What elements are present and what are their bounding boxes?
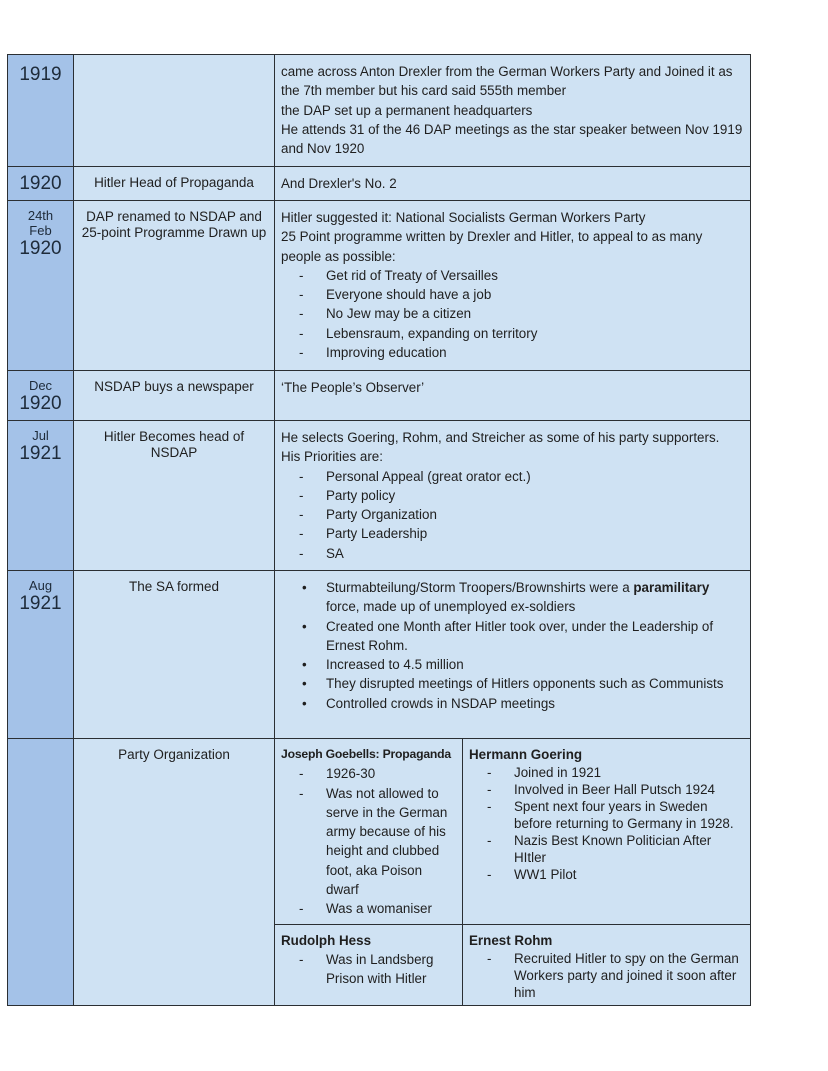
person-card-goebbels <box>275 739 463 924</box>
table-row <box>8 371 751 421</box>
notes-cell <box>275 55 751 167</box>
date-cell <box>8 167 74 201</box>
list-item: - Joined in 1921 <box>487 764 744 781</box>
people-grid <box>275 739 750 1005</box>
date-year: 1920 <box>19 173 62 194</box>
person-facts <box>469 950 744 1001</box>
list-item: - Was not allowed to serve in the German army because of his height and clubbed foot, aka Poison dwarf <box>299 784 456 900</box>
date-month: Jul <box>32 428 49 443</box>
person-name: Rudolph Hess <box>281 932 372 948</box>
table-row <box>8 571 751 739</box>
list-item: - Lebensraum, expanding on territory <box>299 324 744 343</box>
note-line: Hitler suggested it: National Socialists German Workers Party <box>281 210 646 225</box>
list-item: • Created one Month after Hitler took over, under the Leadership of Ernest Rohm. <box>299 617 744 656</box>
person-name: Hermann Goering <box>469 747 583 762</box>
people-grid-cell <box>275 739 751 1006</box>
person-card-goering <box>463 739 751 924</box>
note-line: ‘The People’s Observer’ <box>281 380 425 395</box>
bold-term: paramilitary <box>633 580 710 595</box>
date-year: 1919 <box>19 64 62 85</box>
person-name: Joseph Goebells: Propaganda <box>281 747 452 761</box>
person-facts <box>281 950 456 989</box>
event-cell: Hitler Becomes head of NSDAP <box>74 421 275 571</box>
event-cell: DAP renamed to NSDAP and 25-point Programme Drawn up <box>74 201 275 371</box>
list-item: - Was in Landsberg Prison with Hitler <box>299 950 456 989</box>
notes-cell <box>275 571 751 739</box>
list-item: - Everyone should have a job <box>299 285 744 304</box>
date-year: 1920 <box>19 393 62 414</box>
note-line: the DAP set up a permanent headquarters <box>281 102 533 118</box>
date-cell <box>8 55 74 167</box>
note-line: He attends 31 of the 46 DAP meetings as the star speaker between Nov 1919 and Nov 1920 <box>281 121 743 157</box>
list-item: - No Jew may be a citizen <box>299 304 744 323</box>
list-item: - SA <box>299 544 744 563</box>
table-row <box>8 167 751 201</box>
notes-cell <box>275 201 751 371</box>
table-row <box>8 201 751 371</box>
table-row <box>8 55 751 167</box>
date-year: 1921 <box>19 593 62 614</box>
date-month: Aug <box>28 578 53 593</box>
person-facts <box>469 764 744 883</box>
table-row <box>8 421 751 571</box>
list-item: - Involved in Beer Hall Putsch 1924 <box>487 781 744 798</box>
note-line: His Priorities are: <box>281 449 383 465</box>
list-item: • Sturmabteilung/Storm Troopers/Brownshirts were a paramilitary force, made up of unemployed ex-soldiers <box>299 578 744 617</box>
list-item: - Personal Appeal (great orator ect.) <box>299 467 744 486</box>
list-item: - Improving education <box>299 343 744 362</box>
list-item: - Party Organization <box>299 505 744 524</box>
list-item: • Increased to 4.5 million <box>299 655 744 674</box>
list-item: - 1926-30 <box>299 764 456 783</box>
priorities-list <box>281 467 744 563</box>
date-cell <box>8 421 74 571</box>
date-cell <box>8 201 74 371</box>
date-day: 24th <box>27 208 54 223</box>
event-cell: Hitler Head of Propaganda <box>74 167 275 201</box>
list-item: • Controlled crowds in NSDAP meetings <box>299 694 744 713</box>
person-facts <box>281 764 456 918</box>
date-cell <box>8 571 74 739</box>
programme-list <box>281 266 744 362</box>
list-item: - Spent next four years in Sweden before returning to Germany in 1928. <box>487 798 744 832</box>
note-line: 25 Point programme written by Drexler and Hitler, to appeal to as many people as possible: <box>281 229 703 264</box>
person-name: Ernest Rohm <box>469 932 553 948</box>
list-item: - Get rid of Treaty of Versailles <box>299 266 744 285</box>
list-item: - Party Leadership <box>299 524 744 543</box>
event-cell <box>74 55 275 167</box>
note-line: And Drexler's No. 2 <box>281 176 397 191</box>
notes-cell <box>275 371 751 421</box>
notes-cell <box>275 167 751 201</box>
notes-cell <box>275 421 751 571</box>
list-item: - Recruited Hitler to spy on the German Workers party and joined it soon after him <box>487 950 744 1001</box>
table-row <box>8 739 751 1006</box>
list-item: - Nazis Best Known Politician After HItler <box>487 832 744 866</box>
date-year: 1920 <box>19 238 62 259</box>
event-cell: NSDAP buys a newspaper <box>74 371 275 421</box>
list-item: - WW1 Pilot <box>487 866 744 883</box>
timeline-table <box>7 54 751 1006</box>
list-item: - Was a womaniser <box>299 899 456 918</box>
event-cell: Party Organization <box>74 739 275 1006</box>
list-item: - Party policy <box>299 486 744 505</box>
list-item: • They disrupted meetings of Hitlers opponents such as Communists <box>299 674 744 693</box>
date-cell <box>8 739 74 1006</box>
date-month: Dec <box>28 378 53 393</box>
note-line: came across Anton Drexler from the German Workers Party and Joined it as the 7th member but his card said 555th member <box>281 64 733 99</box>
person-card-hess <box>275 924 463 1005</box>
event-cell: The SA formed <box>74 571 275 739</box>
note-line: He selects Goering, Rohm, and Streicher as some of his party supporters. <box>281 430 720 445</box>
sa-facts-list <box>281 578 744 713</box>
date-cell <box>8 371 74 421</box>
date-month: Feb <box>29 223 52 238</box>
person-card-rohm <box>463 924 751 1005</box>
date-year: 1921 <box>19 443 62 464</box>
